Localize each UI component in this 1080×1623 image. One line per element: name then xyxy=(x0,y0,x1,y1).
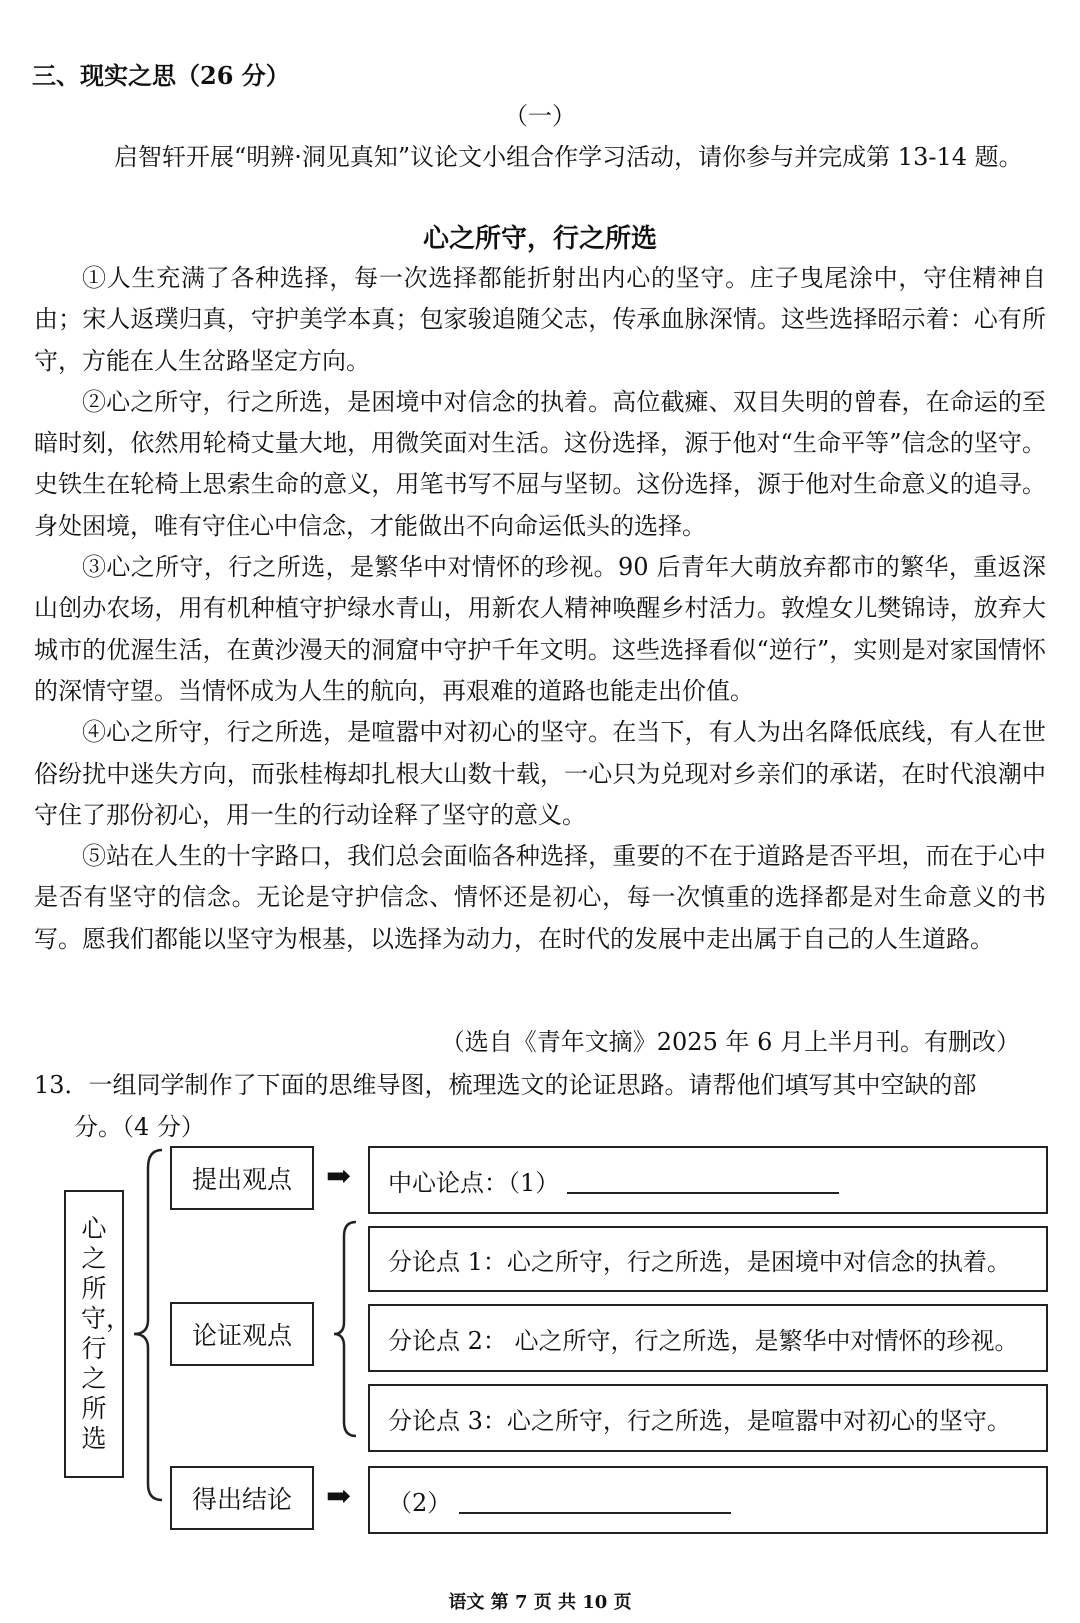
central-argument-label: 中心论点：（1） xyxy=(388,1168,560,1197)
question-text: 一组同学制作了下面的思维导图，梳理选文的论证思路。请帮他们填写其中空缺的部 xyxy=(88,1071,977,1099)
sub-argument-box xyxy=(368,1226,1048,1292)
stage-label-text: 得出结论 xyxy=(191,1485,292,1514)
essay-paragraph: ⑤站在人生的十字路口，我们总会面临各种选择，重要的不在于道路是否平坦，而在于心中是否有坚守的信念。无论是守护信念、情怀还是初心，每一次慎重的选择都是对生命意义的书写。愿我们都能以坚守为根基，以选择为动力，在时代的发展中走出属于自己的人生道路。 xyxy=(34,842,1046,953)
essay-source: （选自《青年文摘》2025 年 6 月上半月刊。有删改） xyxy=(440,1028,1020,1056)
sub-argument-box xyxy=(368,1304,1048,1372)
conclusion-label: （2） xyxy=(388,1488,452,1517)
arrow-icon: ➡ xyxy=(326,1159,352,1194)
conclusion-box xyxy=(368,1466,1048,1534)
intro-text: 启智轩开展“明辨·洞见真知”议论文小组合作学习活动，请你参与并完成第 13-14 题。 xyxy=(114,143,1023,171)
stage-label-propose xyxy=(170,1146,314,1210)
points-brace xyxy=(334,1222,356,1436)
arrow-icon: ➡ xyxy=(326,1479,352,1514)
sub-argument-text: 分论点 2： 心之所守，行之所选，是繁华中对情怀的珍视。 xyxy=(388,1326,1019,1355)
essay-title: 心之所守，行之所选 xyxy=(422,224,657,254)
essay-paragraph: ④心之所守，行之所选，是喧嚣中对初心的坚守。在当下，有人为出名降低底线，有人在世俗纷扰中迷失方向，而张桂梅却扎根大山数十载，一心只为兑现对乡亲们的承诺，在时代浪潮中守住了那份初心，用一生的行动诠释了坚守的意义。 xyxy=(34,718,1046,829)
question-text-cont: 分。（4 分） xyxy=(74,1113,205,1141)
sub-argument-text: 分论点 1：心之所守，行之所选，是困境中对信念的执着。 xyxy=(388,1247,1011,1276)
section-title: 三、现实之思（26 分） xyxy=(32,61,290,90)
sub-argument-text: 分论点 3：心之所守，行之所选，是喧嚣中对初心的坚守。 xyxy=(388,1406,1011,1435)
essay-paragraph: ②心之所守，行之所选，是困境中对信念的执着。高位截瘫、双目失明的曾春，在命运的至暗时刻，依然用轮椅丈量大地，用微笑面对生活。这份选择，源于他对“生命平等”信念的坚守。史铁生在轮椅上思索生命的意义，用笔书写不屈与坚韧。这份选择，源于他对生命意义的追寻。身处困境，唯有守住心中信念，才能做出不向命运低头的选择。 xyxy=(34,387,1046,540)
stage-label-text: 提出观点 xyxy=(191,1165,292,1194)
question-number: 13． xyxy=(34,1071,89,1099)
essay-paragraph: ③心之所守，行之所选，是繁华中对情怀的珍视。90 后青年大萌放弃都市的繁华，重返深山创办农场，用有机种植守护绿水青山，用新农人精神唤醒乡村活力。敦煌女儿樊锦诗，放弃大城市的优渥生活，在黄沙漫天的洞窟中守护千年文明。这些选择看似“逆行”，实则是对家国情怀的深情守望。当情怀成为人生的航向，再艰难的道路也能走出价值。 xyxy=(34,553,1046,705)
sub-argument-box xyxy=(368,1384,1048,1452)
main-brace xyxy=(134,1150,162,1500)
stage-label-conclude xyxy=(170,1466,314,1530)
essay-paragraph: ①人生充满了各种选择，每一次选择都能折射出内心的坚守。庄子曳尾涂中，守住精神自由；宋人返璞归真，守护美学本真；包家骏追随父志，传承血脉深情。这些选择昭示着：心有所守，方能在人生岔路坚定方向。 xyxy=(34,264,1046,375)
part-number: （一） xyxy=(504,102,576,130)
mindmap-main-title: 心之所守，行之所选 xyxy=(81,1214,132,1453)
answer-blank-2[interactable] xyxy=(459,1486,731,1514)
page-footer: 语文 第 7 页 共 10 页 xyxy=(448,1592,632,1613)
answer-blank-1[interactable] xyxy=(567,1166,839,1194)
central-argument-box xyxy=(368,1146,1048,1214)
stage-label-argue xyxy=(170,1302,314,1366)
stage-label-text: 论证观点 xyxy=(191,1321,292,1350)
